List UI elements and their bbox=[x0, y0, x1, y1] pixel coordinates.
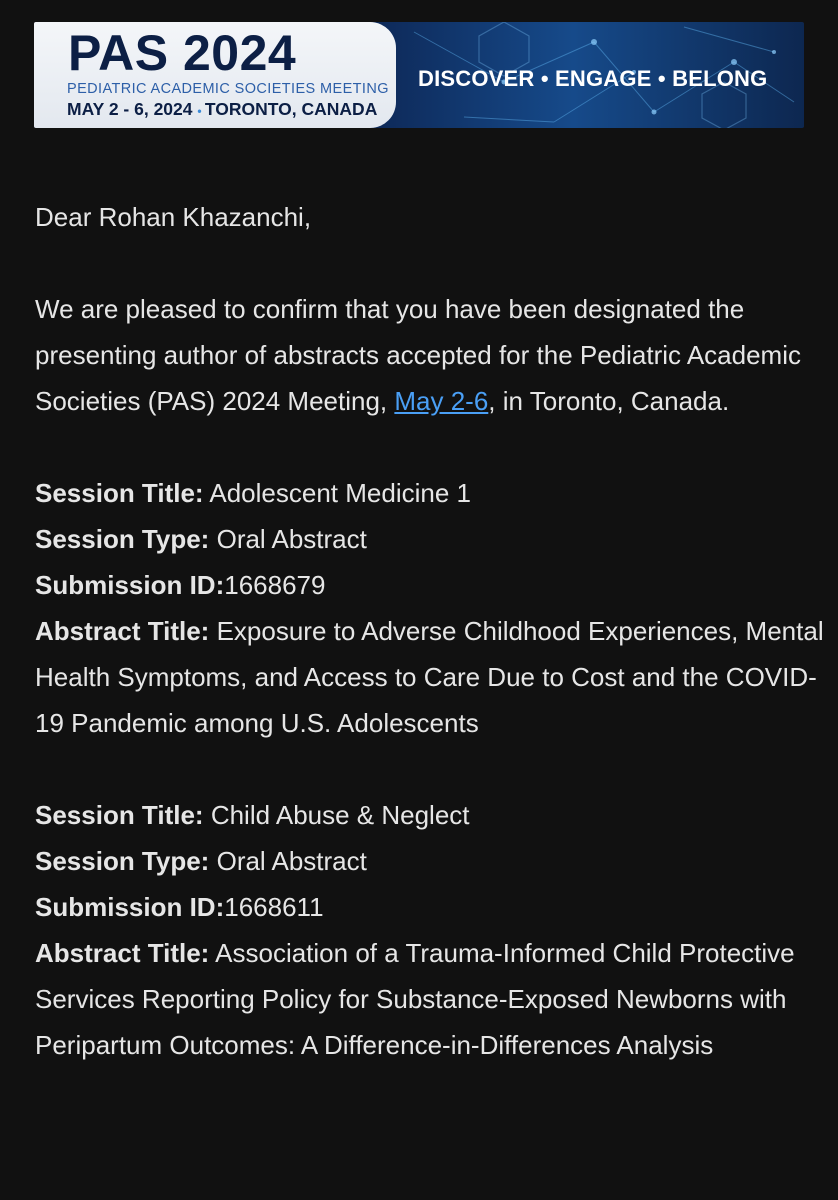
abstract-title-value: Exposure to Adverse Childhood Experiences, Mental Health Symptoms, and Access to Care Due to Cost and the COVID-19 Pandemic among U.S. Adolescents bbox=[35, 616, 824, 738]
abstract-title-label: Abstract Title: bbox=[35, 616, 210, 646]
session-title-value: Adolescent Medicine 1 bbox=[209, 478, 471, 508]
abstract-block bbox=[35, 792, 825, 1068]
submission-id-label: Submission ID: bbox=[35, 570, 225, 600]
dates-link[interactable]: May 2-6 bbox=[394, 386, 489, 416]
intro-text: We are pleased to confirm that you have been designated the presenting author of abstracts accepted for the Pediatric Academic Societies (PAS) 2024 Meeting, bbox=[35, 294, 801, 416]
logo-date-location bbox=[67, 99, 377, 120]
abstract-title-row bbox=[35, 608, 825, 746]
banner-tagline: DISCOVER • ENGAGE • BELONG bbox=[418, 66, 768, 91]
logo-title: PAS 2024 bbox=[68, 25, 297, 81]
email-body bbox=[35, 194, 825, 1068]
event-banner bbox=[34, 22, 804, 128]
event-location: TORONTO, CANADA bbox=[204, 99, 378, 119]
logo-subtitle: PEDIATRIC ACADEMIC SOCIETIES MEETING bbox=[67, 81, 389, 97]
session-type-label: Session Type: bbox=[35, 524, 210, 554]
session-type-row bbox=[35, 516, 825, 562]
abstract-title-row bbox=[35, 930, 825, 1068]
session-title-label: Session Title: bbox=[35, 800, 204, 830]
session-type-label: Session Type: bbox=[35, 846, 210, 876]
logo-panel bbox=[34, 22, 396, 128]
session-title-label: Session Title: bbox=[35, 478, 204, 508]
session-title-value: Child Abuse & Neglect bbox=[210, 800, 470, 830]
event-dates: MAY 2 - 6, 2024 bbox=[67, 99, 193, 119]
session-title-row bbox=[35, 792, 825, 838]
session-title-row bbox=[35, 470, 825, 516]
bullet-separator: • bbox=[197, 104, 205, 118]
abstract-title-value: Association of a Trauma-Informed Child Protective Services Reporting Policy for Substance-Exposed Newborns with Peripartum Outcomes: A Difference-in-Differences Analysis bbox=[35, 938, 795, 1060]
session-type-row bbox=[35, 838, 825, 884]
submission-id-row bbox=[35, 562, 825, 608]
abstract-block bbox=[35, 470, 825, 746]
submission-id-value: 1668611 bbox=[224, 892, 324, 922]
session-type-value: Oral Abstract bbox=[216, 524, 367, 554]
session-type-value: Oral Abstract bbox=[216, 846, 367, 876]
submission-id-value: 1668679 bbox=[224, 570, 326, 600]
greeting: Dear Rohan Khazanchi, bbox=[35, 202, 312, 232]
intro-paragraph bbox=[35, 286, 825, 424]
submission-id-label: Submission ID: bbox=[35, 892, 225, 922]
submission-id-row bbox=[35, 884, 825, 930]
abstract-title-label: Abstract Title: bbox=[35, 938, 210, 968]
intro-text-end: , in Toronto, Canada. bbox=[488, 386, 730, 416]
